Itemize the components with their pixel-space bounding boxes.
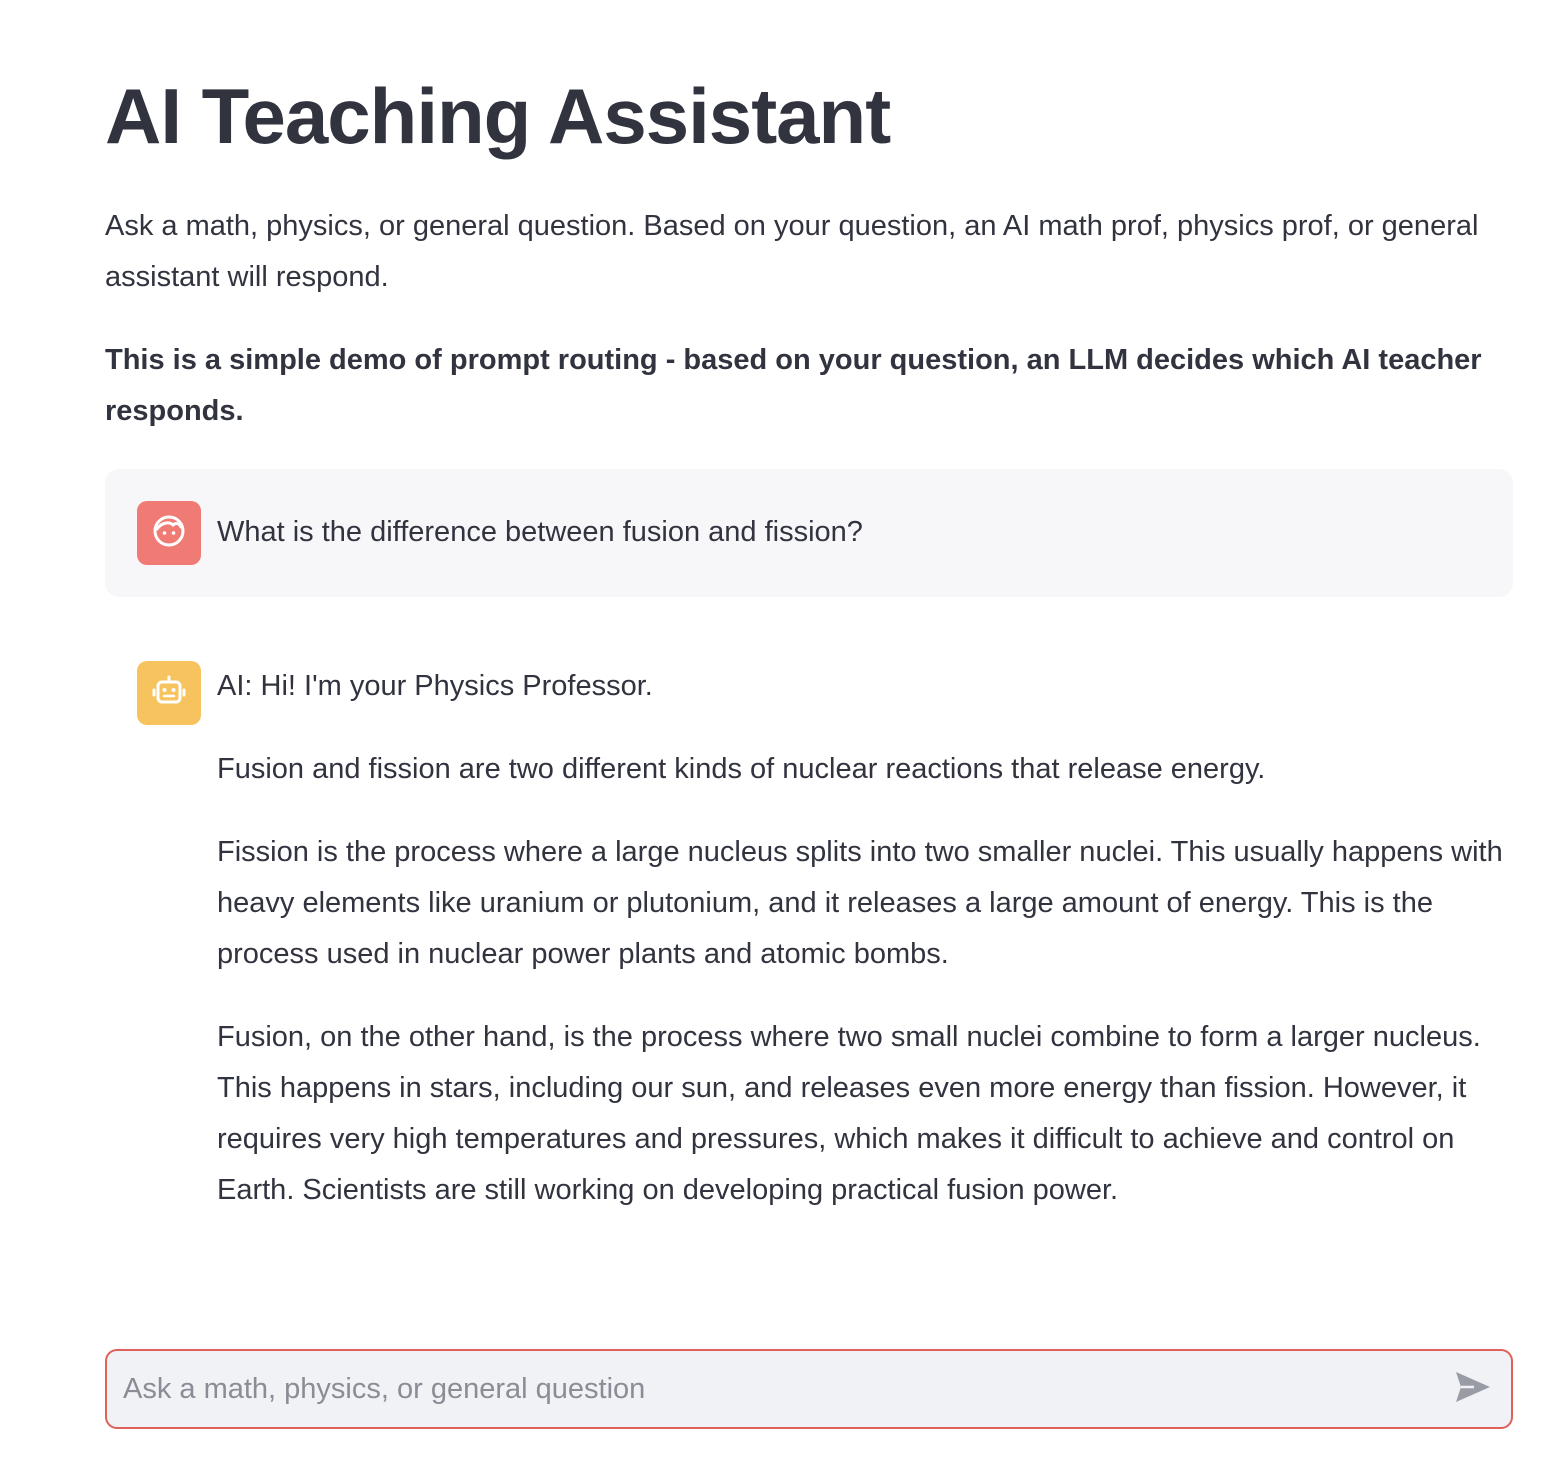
chat-input-container	[105, 1349, 1513, 1429]
ai-avatar	[137, 661, 201, 725]
intro-description: Ask a math, physics, or general question. Based on your question, an AI math prof, physics prof, or general assistant will respond.	[105, 210, 1479, 293]
user-message-text: What is the difference between fusion and fission?	[217, 516, 863, 548]
user-chat-message	[105, 469, 1513, 597]
face-icon	[151, 513, 187, 554]
robot-icon	[151, 673, 187, 714]
ai-message-paragraph: Fission is the process where a large nucleus splits into two smaller nuclei. This usually happens with heavy elements like uranium or plutonium, and it releases a large amount of energy. This is the process used in nuclear power plants and atomic bombs.	[217, 836, 1503, 970]
ai-message-paragraph: AI: Hi! I'm your Physics Professor.	[217, 670, 653, 702]
intro-note: This is a simple demo of prompt routing - based on your question, an LLM decides which AI teacher responds.	[105, 344, 1482, 427]
send-icon	[1454, 1370, 1492, 1409]
ai-message-paragraph: Fusion and fission are two different kinds of nuclear reactions that release energy.	[217, 753, 1266, 785]
page-title: AI Teaching Assistant	[105, 72, 891, 160]
ai-message-content	[217, 661, 1509, 1248]
send-button[interactable]	[1453, 1369, 1493, 1409]
ai-message-paragraph: Fusion, on the other hand, is the process where two small nuclei combine to form a larger nucleus. This happens in stars, including our sun, and releases even more energy than fission. However, it requires very high temperatures and pressures, which makes it difficult to achieve and control on Earth. Scientists are still working on developing practical fusion power.	[217, 1021, 1481, 1206]
user-avatar	[137, 501, 201, 565]
chat-input[interactable]	[123, 1351, 1423, 1427]
